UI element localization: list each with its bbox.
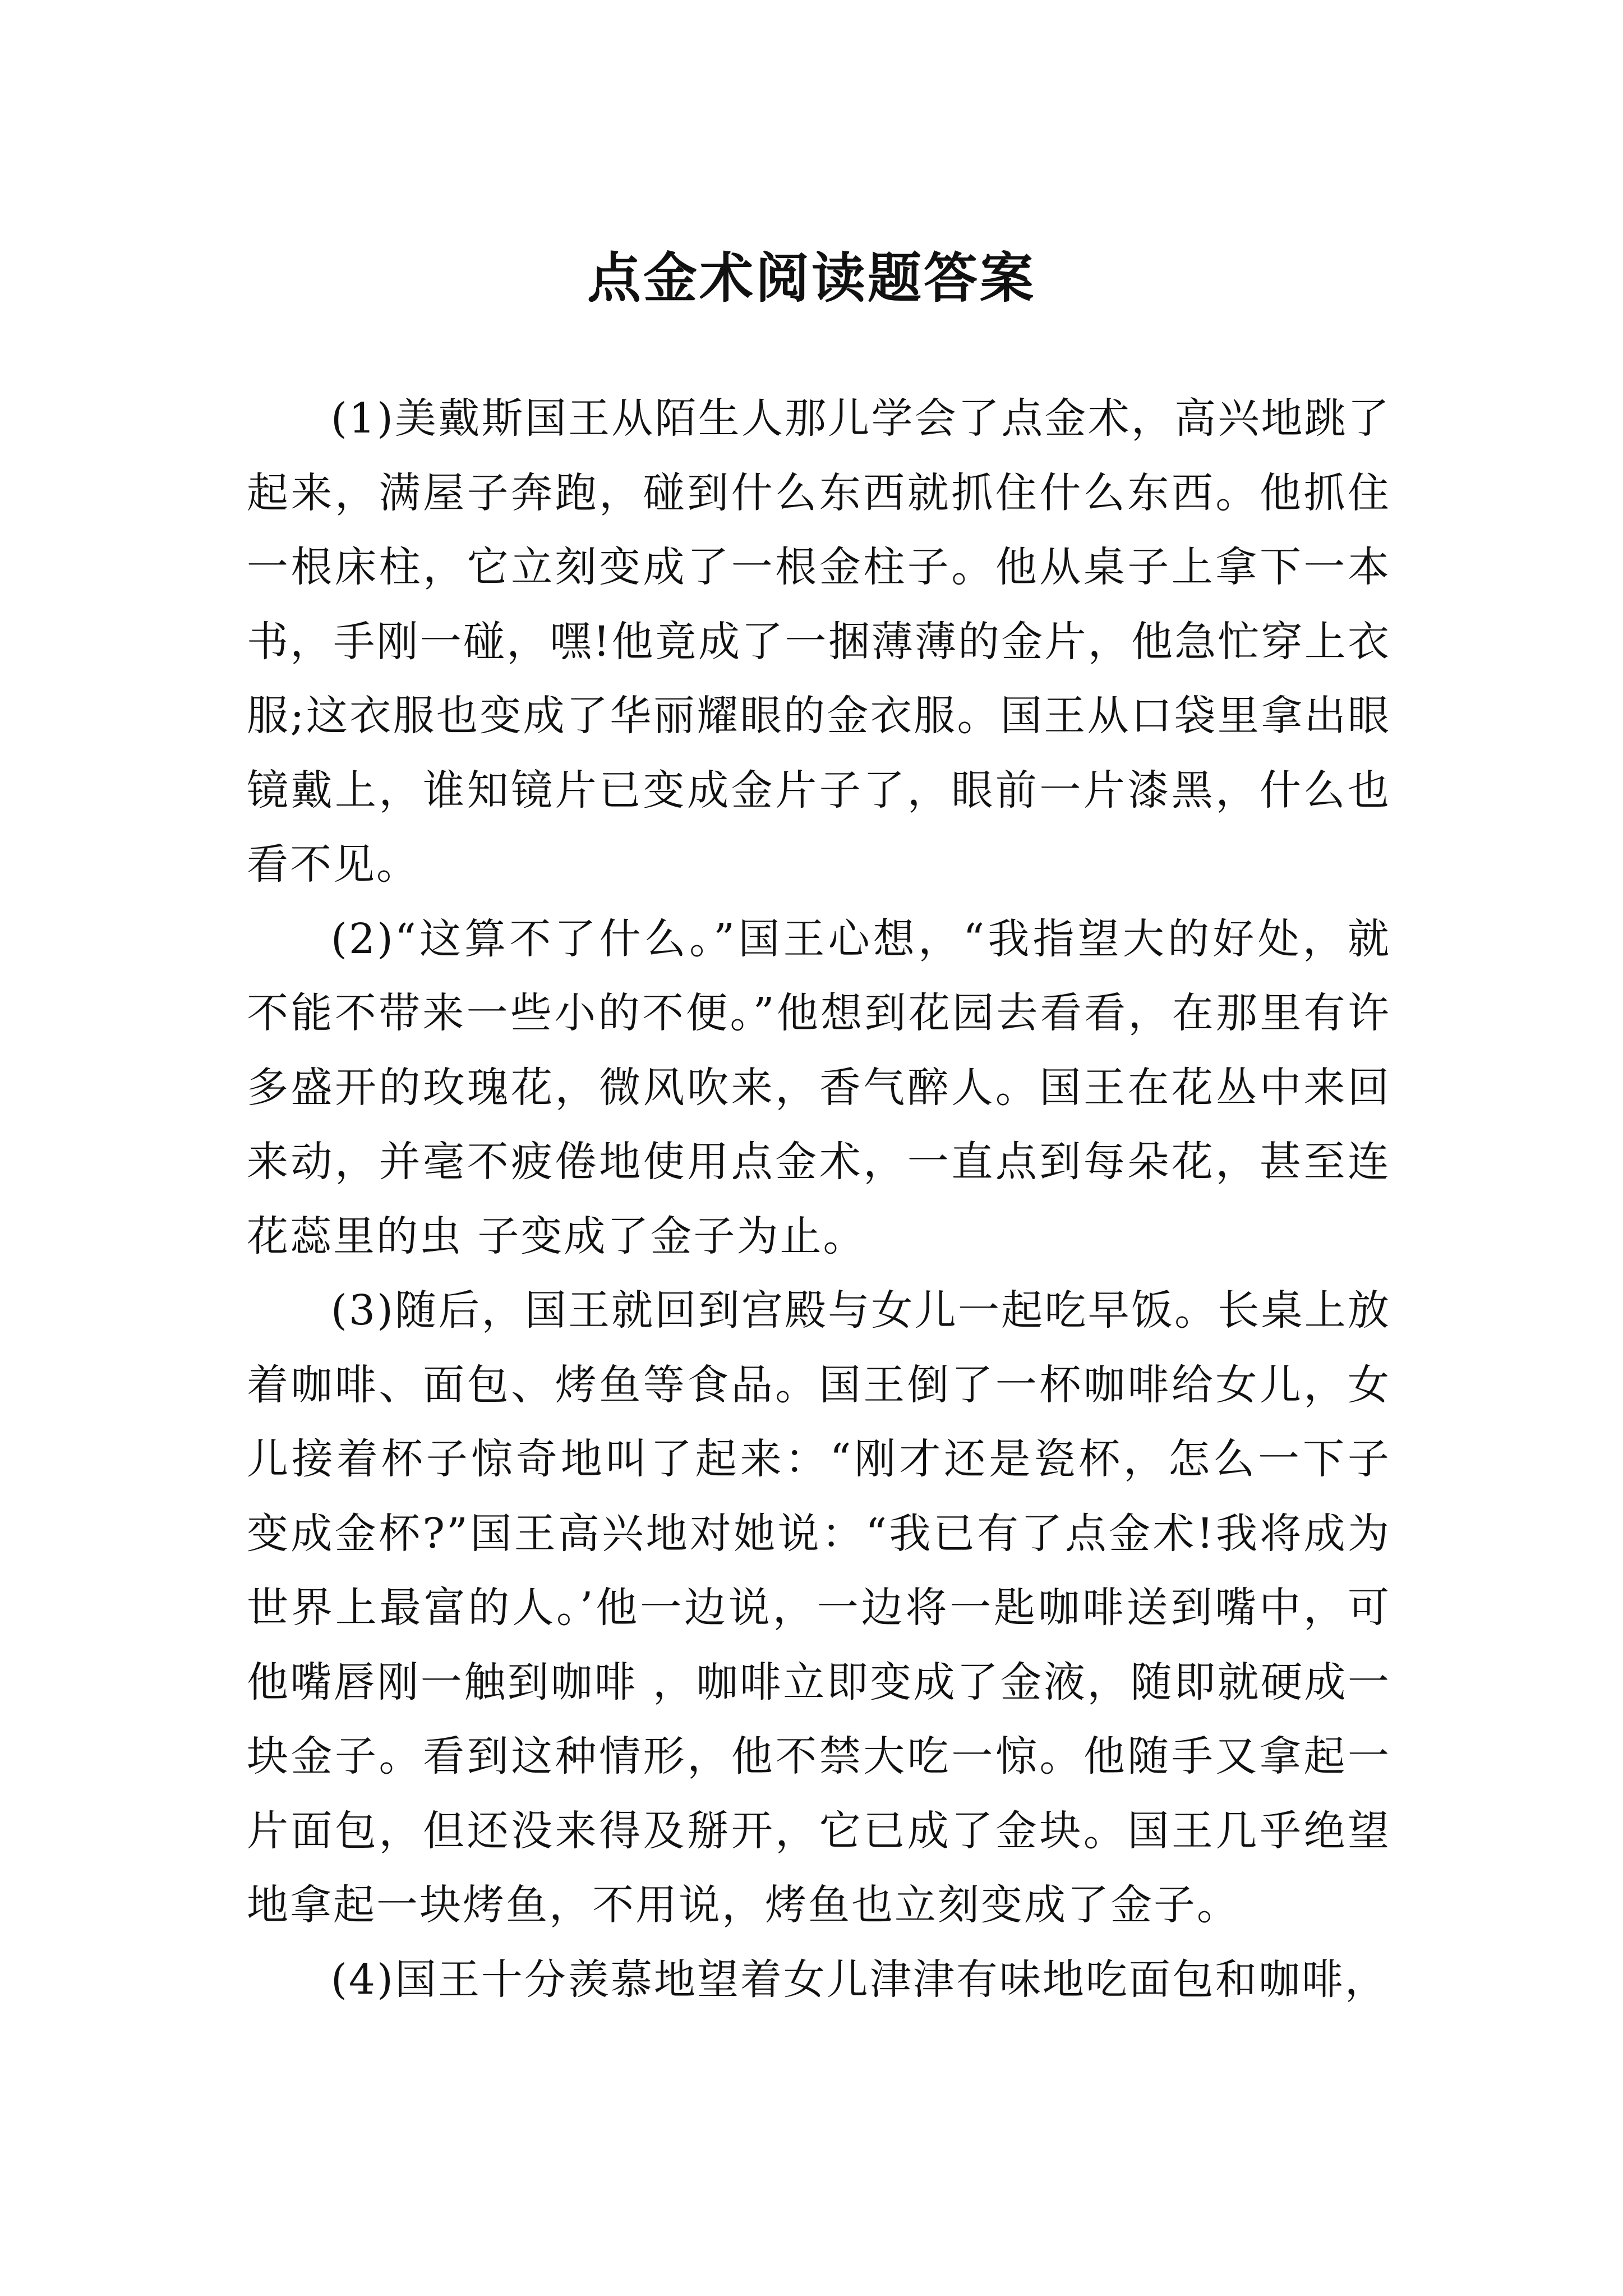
paragraph-1: (1)美戴斯国王从陌生人那儿学会了点金术，高兴地跳了起来，满屋子奔跑，碰到什么东西就抓住什么东西。他抓住一根床柱，它立刻变成了一根金柱子。他从桌子上拿下一本书，手刚一碰，嘿!他竟成了一捆薄薄的金片，他急忙穿上衣服;这衣服也变成了华丽耀眼的金衣服。国王从口袋里拿出眼镜戴上，谁知镜片已变成金片子了，眼前一片漆黑，什么也看不见。	[247, 394, 1391, 889]
paragraph-3: (3)随后，国王就回到宫殿与女儿一起吃早饭。长桌上放着咖啡、面包、烤鱼等食品。国王倒了一杯咖啡给女儿，女儿接着杯子惊奇地叫了起来：“刚才还是瓷杯，怎么一下子变成金杯?”国王高兴地对她说：“我已有了点金术!我将成为世界上最富的人。’他一边说，一边将一匙咖啡送到嘴中，可他嘴唇刚一触到咖啡 ，咖啡立即变成了金液，随即就硬成一块金子。看到这种情形，他不禁大吃一惊。他随手又拿起一片面包，但还没来得及掰开，它已成了金块。国王几乎绝望地拿起一块烤鱼，不用说，烤鱼也立刻变成了金子。	[247, 1286, 1391, 1929]
paragraph-2: (2)“这算不了什么。”国王心想，“我指望大的好处，就不能不带来一些小的不便。”他想到花园去看看，在那里有许多盛开的玫瑰花，微风吹来，香气醉人。国王在花丛中来回来动，并毫不疲倦地使用点金术，一直点到每朵花，甚至连花蕊里的虫 子变成了金子为止。	[247, 914, 1391, 1260]
document-body	[247, 381, 1391, 2017]
paragraph-4: (4)国王十分羡慕地望着女儿津津有味地吃面包和咖啡，	[331, 1955, 1388, 2004]
document-title: 点金术阅读题答案	[587, 246, 1036, 310]
